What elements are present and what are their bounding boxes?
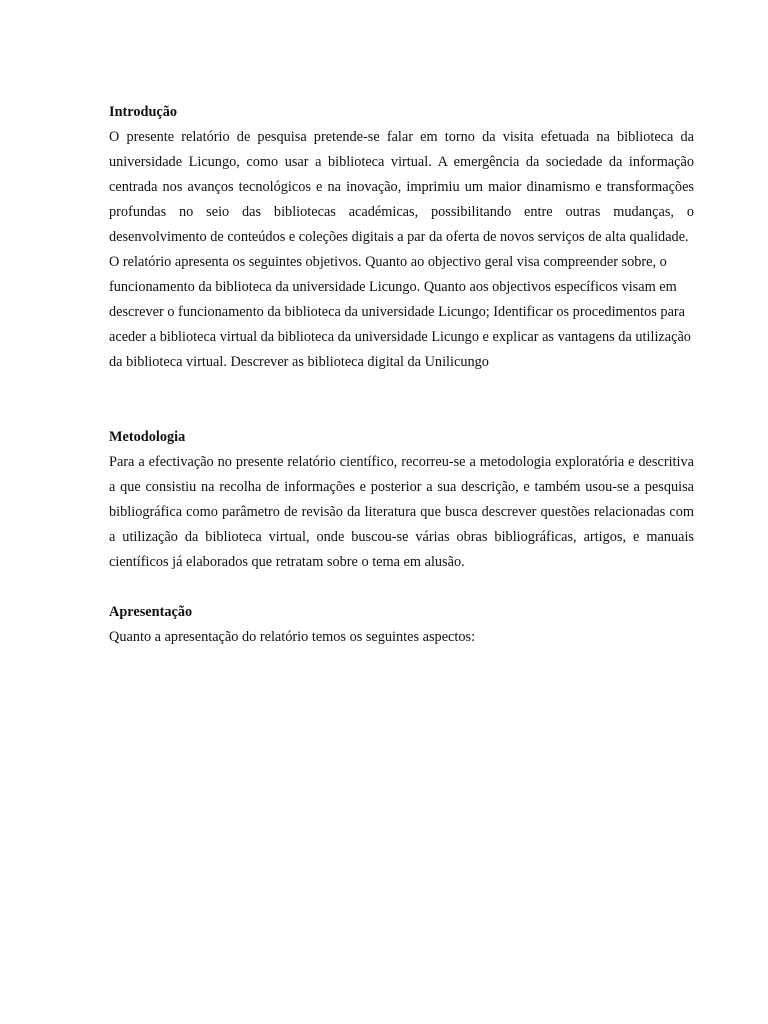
section-heading-apresentacao: Apresentação [109, 604, 193, 620]
section-spacer [109, 375, 694, 425]
section-heading-metodologia: Metodologia [109, 429, 186, 445]
paragraph-apresentacao-1: Quanto a apresentação do relatório temos os seguintes aspectos: [109, 629, 476, 645]
document-page [109, 100, 694, 650]
section-heading-introducao: Introdução [109, 104, 178, 120]
section-introducao [109, 100, 694, 375]
section-spacer [109, 575, 694, 600]
section-metodologia [109, 425, 694, 575]
paragraph-introducao-1: O presente relatório de pesquisa pretende-se falar em torno da visita efetuada na biblioteca da universidade Licungo, como usar a biblioteca virtual. A emergência da sociedade da informação centrada nos avanços tecnológicos e na inovação, imprimiu um maior dinamismo e transformações profundas no seio das bibliotecas académicas, possibilitando entre outras mudanças, o desenvolvimento de conteúdos e coleções digitais a par da oferta de novos serviços de alta qualidade. [109, 129, 694, 245]
paragraph-metodologia-1: Para a efectivação no presente relatório científico, recorreu-se a metodologia exploratória e descritiva a que consistiu na recolha de informações e posterior a sua descrição, e também usou-se a pesquisa bibliográfica como parâmetro de revisão da literatura que busca descrever questões relacionadas com a utilização da biblioteca virtual, onde buscou-se várias obras bibliográficas, artigos, e manuais científicos já elaborados que retratam sobre o tema em alusão. [109, 454, 694, 570]
paragraph-introducao-2: O relatório apresenta os seguintes objetivos. Quanto ao objectivo geral visa compreender sobre, o funcionamento da biblioteca da universidade Licungo. Quanto aos objectivos específicos visam em descrever o funcionamento da biblioteca da universidade Licungo; Identificar os procedimentos para aceder a biblioteca virtual da biblioteca da universidade Licungo e explicar as vantagens da utilização da biblioteca virtual. Descrever as biblioteca digital da Unilicungo [109, 254, 691, 370]
section-apresentacao [109, 600, 694, 650]
